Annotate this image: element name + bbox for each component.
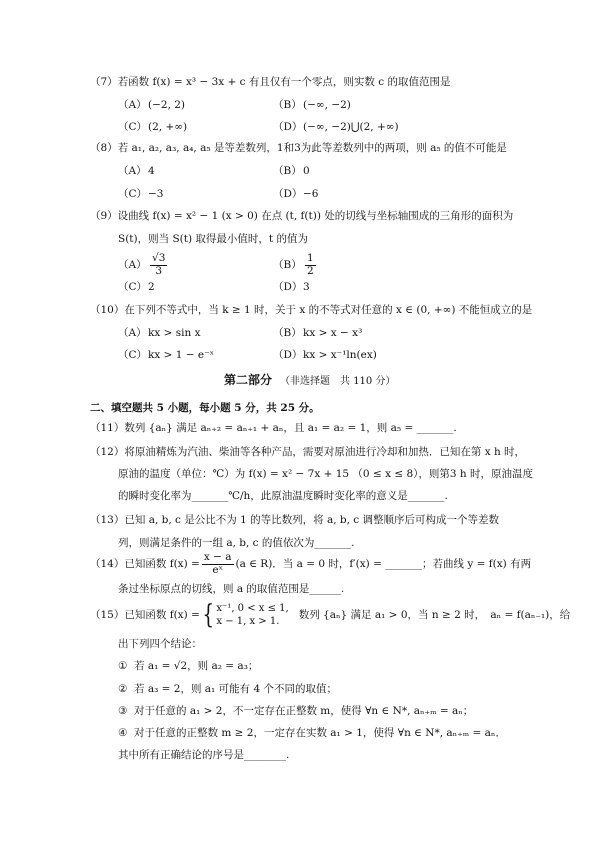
circled-number-2: ②	[118, 683, 128, 695]
option-text: (−∞, −2)	[303, 99, 351, 111]
part-2-subtitle: （非选择题 共 110 分）	[280, 376, 396, 387]
fraction-denominator: 2	[307, 264, 314, 277]
option-label: （D）	[273, 188, 303, 200]
circled-number-1: ①	[118, 660, 128, 672]
question-13-line1: （13）已知 a, b, c 是公比不为 1 的等比数列，将 a, b, c 调整顺序后可构成一个等差数	[90, 514, 499, 526]
option-text: kx > x − x³	[303, 327, 363, 339]
piecewise-case-1: x⁻¹, 0 < x ≤ 1,	[216, 603, 289, 614]
fraction-numerator: 1	[307, 252, 314, 264]
question-10-option-b	[273, 327, 362, 339]
question-7-stem: （7）若函数 f(x) = x³ − 3x + c 有且仅有一个零点，则实数 c 的取值范围是	[90, 76, 451, 88]
question-10-option-d	[273, 349, 377, 361]
option-text: 2	[148, 281, 155, 293]
question-15-item-2	[118, 683, 337, 695]
question-8-option-c	[118, 188, 163, 200]
item-text: 若 a₁ = √2，则 a₂ = a₃；	[134, 660, 259, 672]
option-text: kx > sin x	[148, 327, 201, 339]
item-text: 若 a₃ = 2，则 a₁ 可能有 4 个不同的取值；	[134, 683, 337, 695]
part-2-title: 第二部分	[224, 373, 273, 387]
option-text: (−∞, −2)⋃(2, +∞)	[303, 121, 399, 133]
question-14-line2: 条过坐标原点的切线，则 a 的取值范围是______.	[118, 583, 345, 595]
question-15-line2: 出下列四个结论：	[118, 638, 202, 650]
option-label: （D）	[273, 281, 303, 293]
option-text: 3	[303, 281, 310, 293]
item-text: 对于任意的 a₁ > 2，不一定存在正整数 m，使得 ∀n ∈ N*, aₙ₊ₘ = aₙ；	[134, 705, 474, 717]
question-10-option-a	[118, 327, 201, 339]
option-label: （A）	[118, 165, 147, 177]
option-text: (2, +∞)	[148, 121, 188, 133]
question-9-option-d	[273, 281, 310, 293]
question-8-option-d	[273, 188, 318, 200]
option-label: （D）	[273, 121, 303, 133]
option-label: （C）	[118, 188, 148, 200]
option-text: 0	[303, 165, 310, 177]
question-9-option-b	[273, 253, 318, 277]
option-label: （C）	[118, 281, 148, 293]
question-8-option-b	[273, 165, 310, 177]
option-text: 4	[148, 165, 155, 177]
fraction-numerator: x − a	[203, 551, 232, 563]
part-2-heading	[224, 374, 395, 388]
option-label: （B）	[273, 259, 302, 272]
option-label: （A）	[118, 327, 147, 339]
question-14-suffix: (a ∈ R)．当 a = 0 时，f′(x) = _______；若曲线 y = f(x) 有两	[235, 558, 532, 571]
option-label: （C）	[118, 121, 148, 133]
question-12-line3: 的瞬时变化率为_______℃/h，此原油温度瞬时变化率的意义是_______.	[118, 490, 448, 502]
question-13-line2: 列，则满足条件的一组 a, b, c 的值依次为_______.	[118, 537, 355, 549]
option-text: −6	[303, 188, 319, 200]
item-text: 对于任意的正整数 m ≥ 2，一定存在实数 a₁ > 1，使得 ∀n ∈ N*, aₙ₊ₘ = aₙ．	[134, 727, 506, 739]
option-label: （B）	[273, 327, 302, 339]
option-label: （B）	[273, 99, 302, 111]
option-label: （B）	[273, 165, 302, 177]
question-15-prefix: （15）已知函数 f(x) =	[90, 608, 200, 621]
question-10-option-c	[118, 349, 214, 361]
option-text: −3	[148, 188, 164, 200]
piecewise-function	[200, 602, 289, 628]
option-text: (−2, 2)	[148, 99, 186, 111]
circled-number-3: ③	[118, 705, 128, 717]
question-12-line1: （12）将原油精炼为汽油、柴油等各种产品，需要对原油进行冷却和加热．已知在第 x h 时，	[90, 446, 526, 458]
fraction	[202, 552, 234, 576]
question-9-option-c	[118, 281, 155, 293]
question-15-line1	[90, 602, 570, 628]
option-text: kx > x⁻¹ln(ex)	[303, 349, 377, 361]
circled-number-4: ④	[118, 727, 128, 739]
question-15-suffix: 数列 {aₙ} 满足 a₁ > 0，当 n ≥ 2 时， aₙ = f(aₙ₋₁)，给	[298, 608, 571, 621]
question-7-option-d	[273, 121, 399, 133]
question-11: （11）数列 {aₙ} 满足 aₙ₊₂ = aₙ₊₁ + aₙ，且 a₁ = a₂ = 1，则 a₅ = _______.	[90, 422, 457, 434]
question-7-option-b	[273, 99, 351, 111]
fraction-numerator: √3	[152, 252, 166, 264]
question-9-stem-line1: （9）设曲线 f(x) = x² − 1 (x > 0) 在点 (t, f(t)) 处的切线与坐标轴围成的三角形的面积为	[90, 210, 514, 222]
question-15-item-3	[118, 705, 473, 717]
piecewise-cases	[216, 602, 288, 628]
question-15-closing: 其中所有正确结论的序号是________.	[118, 749, 290, 761]
question-9-option-a	[118, 253, 169, 277]
option-label: （D）	[273, 349, 303, 361]
question-15-item-4	[118, 727, 506, 739]
fraction-denominator: 3	[155, 264, 163, 277]
section-2-heading: 二、填空题共 5 小题，每小题 5 分，共 25 分。	[90, 402, 320, 414]
option-label: （A）	[118, 259, 147, 272]
question-7-option-a	[118, 99, 185, 111]
fraction-denominator: eˣ	[212, 563, 223, 576]
question-15-item-1	[118, 660, 258, 672]
option-label: （C）	[118, 349, 148, 361]
question-7-option-c	[118, 121, 187, 133]
option-label: （A）	[118, 99, 147, 111]
question-12-line2: 原油的温度（单位：℃）为 f(x) = x² − 7x + 15 （0 ≤ x ≤ 8），则第3 h 时，原油温度	[118, 468, 534, 480]
option-text: kx > 1 − e⁻ˣ	[148, 349, 215, 361]
fraction	[305, 253, 316, 277]
question-14-prefix: （14）已知函数 f(x) =	[90, 558, 200, 571]
piecewise-case-2: x − 1, x > 1.	[216, 616, 280, 627]
brace-icon: {	[202, 600, 214, 630]
question-9-stem-line2: S(t)，则当 S(t) 取得最小值时，t 的值为	[118, 233, 308, 245]
fraction	[150, 253, 167, 277]
question-8-option-a	[118, 165, 155, 177]
question-8-stem: （8）若 a₁, a₂, a₃, a₄, a₅ 是等差数列，1和3为此等差数列中的两项，则 a₅ 的值不可能是	[90, 142, 507, 154]
question-10-stem: （10）在下列不等式中，当 k ≥ 1 时，关于 x 的不等式对任意的 x ∈ (0, +∞) 不能恒成立的是	[90, 304, 533, 316]
question-14-line1	[90, 552, 531, 576]
